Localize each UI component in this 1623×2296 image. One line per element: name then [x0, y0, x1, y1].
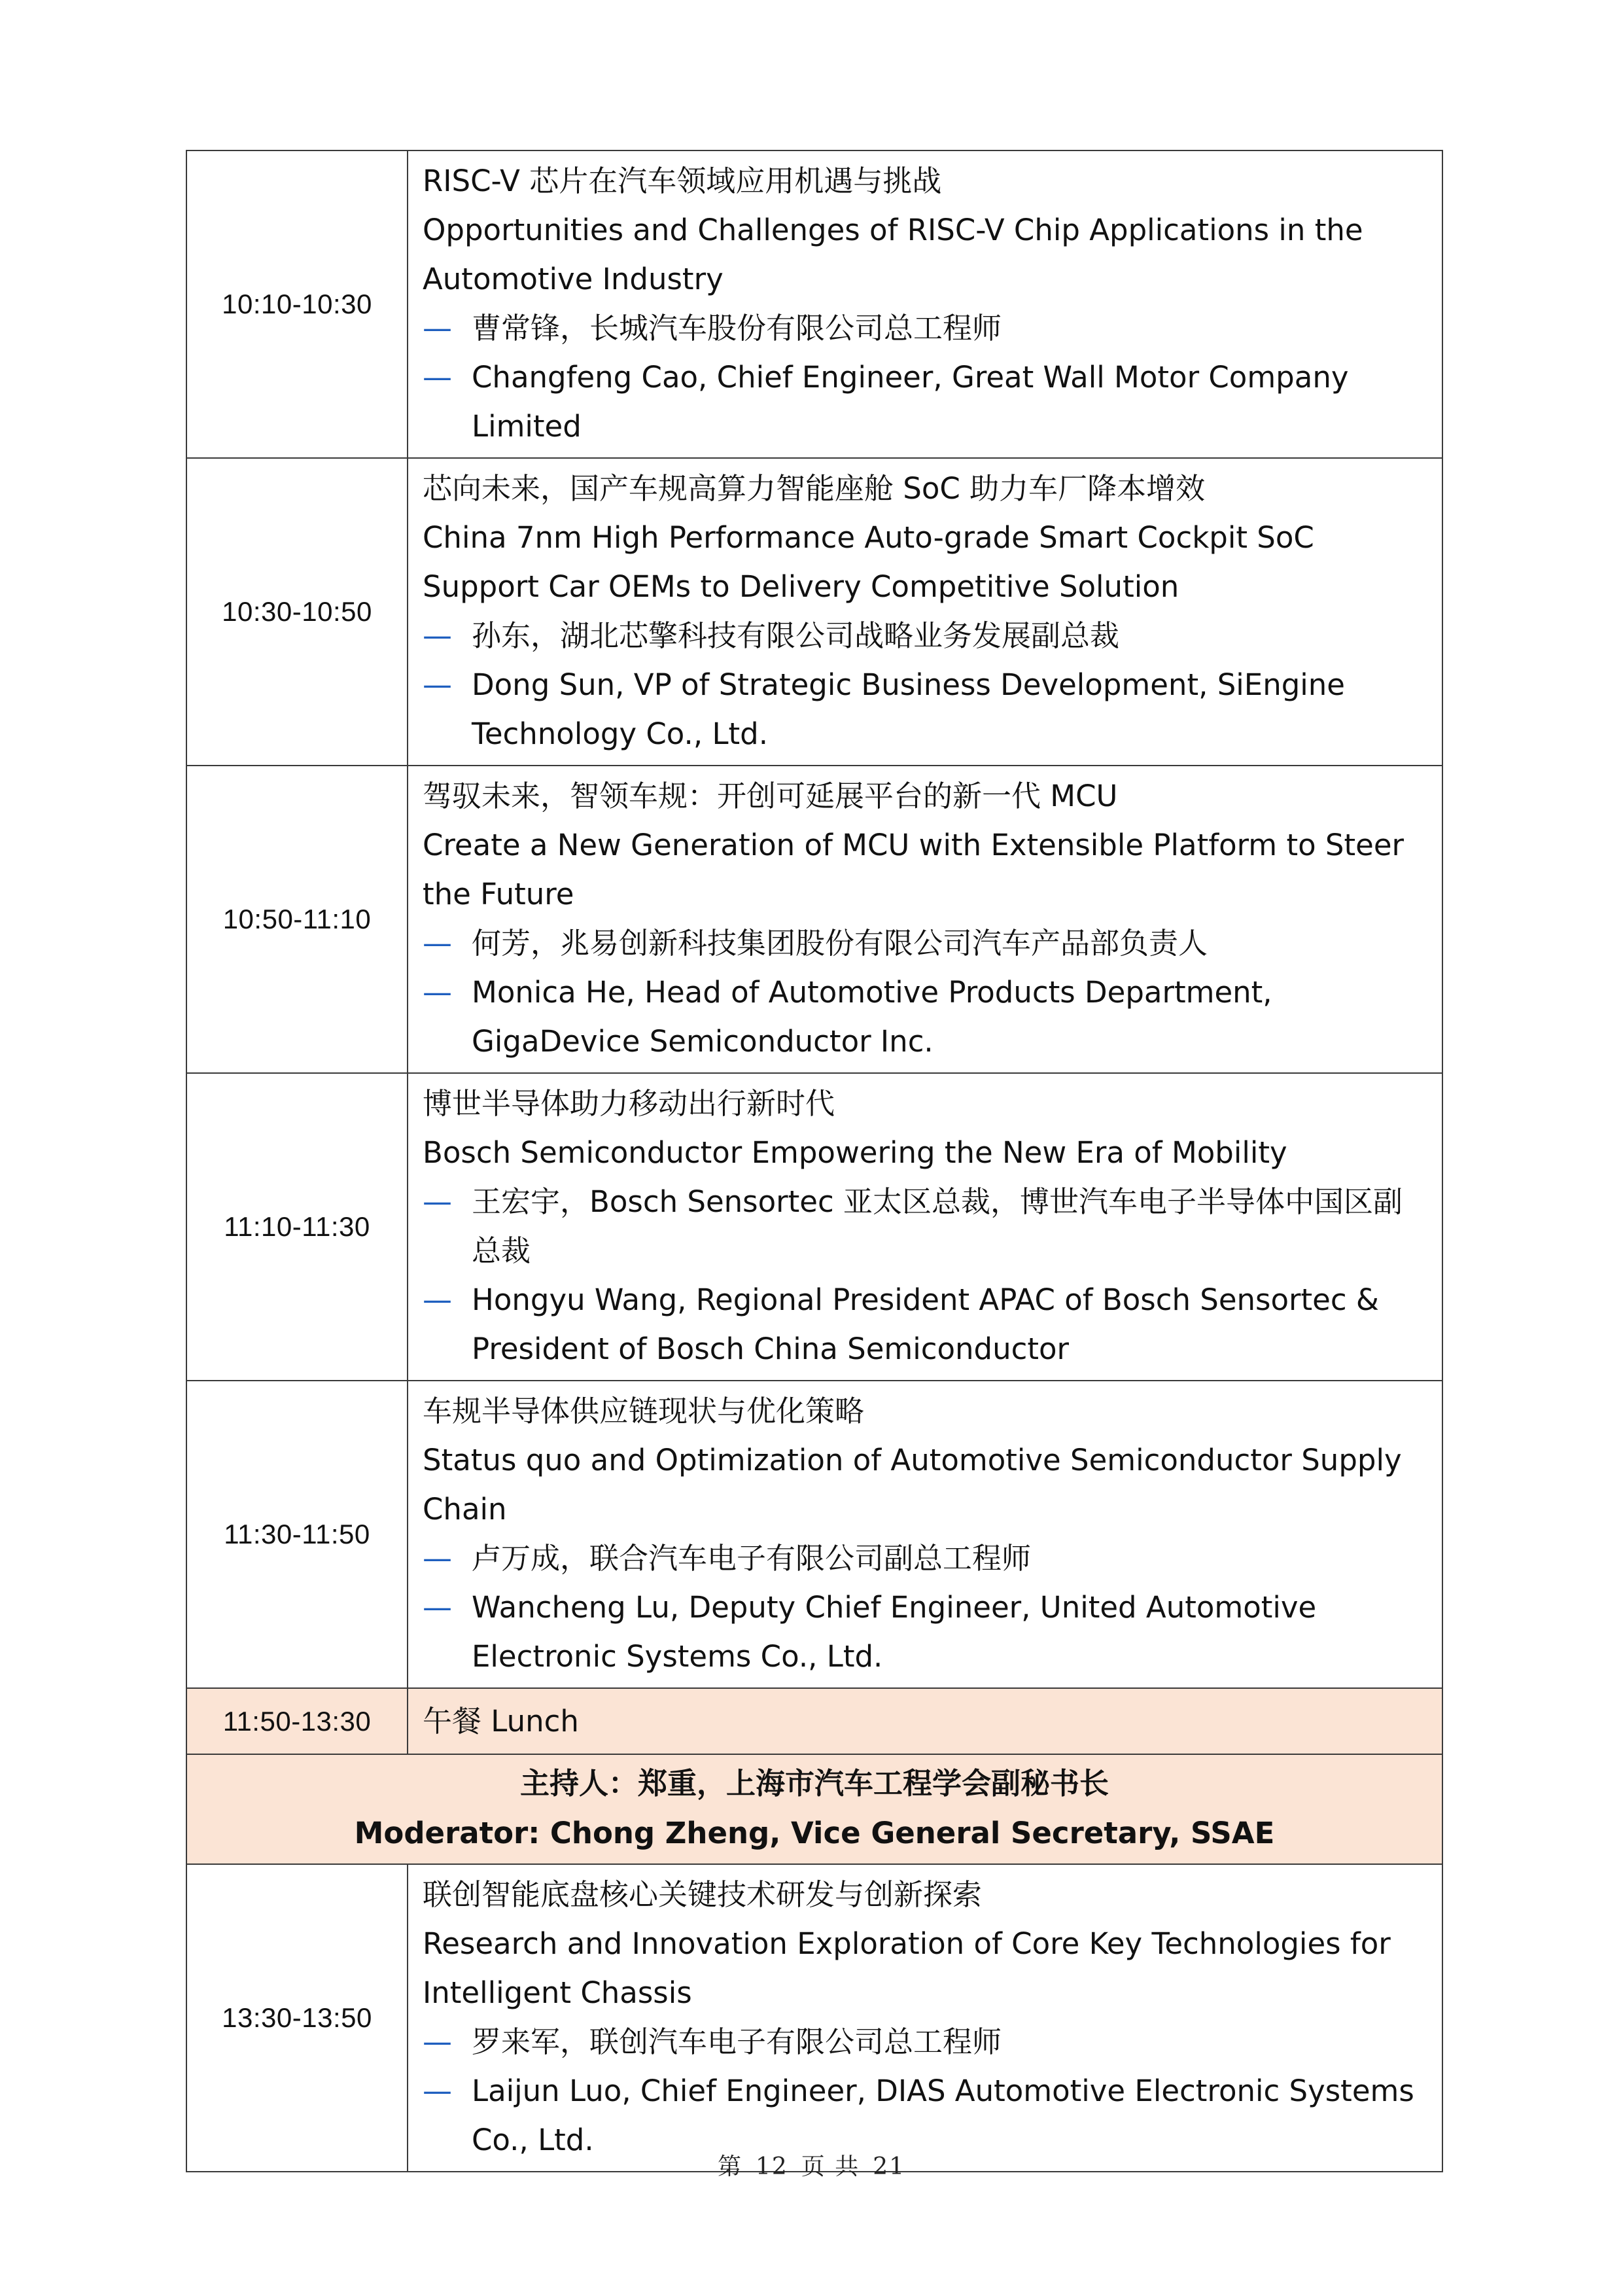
moderator-cell [186, 1754, 1442, 1864]
lunch-label: 午餐 Lunch [408, 1688, 1442, 1754]
dash-icon: — [423, 926, 452, 961]
speaker-en-text: Wancheng Lu, Deputy Chief Engineer, United Automotive Electronic Systems Co., Ltd. [472, 1590, 1317, 1674]
speaker-en [423, 660, 1427, 758]
dash-icon: — [423, 618, 452, 653]
dash-icon: — [423, 2024, 452, 2059]
dash-icon: — [423, 360, 452, 395]
dash-icon: — [423, 1282, 452, 1317]
speaker-cn [423, 304, 1427, 353]
dash-icon: — [423, 1541, 452, 1576]
session-content [408, 1381, 1442, 1688]
session-title-cn: 联创智能底盘核心关键技术研发与创新探索 [423, 1877, 983, 1912]
session-title-cn: 芯向未来，国产车规高算力智能座舱 SoC 助力车厂降本增效 [423, 471, 1206, 506]
session-time: 11:10-11:30 [186, 1073, 408, 1381]
session-time: 10:10-10:30 [186, 150, 408, 458]
session-content [408, 150, 1442, 458]
footer-middle: 页 共 [801, 2153, 860, 2180]
speaker-cn-text: 何芳，兆易创新科技集团股份有限公司汽车产品部负责人 [472, 926, 1208, 961]
dash-icon: — [423, 1590, 452, 1625]
agenda-row [186, 1864, 1442, 2172]
speaker-cn-text: 罗来军，联创汽车电子有限公司总工程师 [472, 2024, 1002, 2059]
page-footer [0, 2148, 1623, 2181]
session-content [408, 1864, 1442, 2172]
agenda-row [186, 1381, 1442, 1688]
agenda-row [186, 150, 1442, 458]
agenda-row [186, 458, 1442, 766]
speaker-cn-text: 卢万成，联合汽车电子有限公司副总工程师 [472, 1541, 1032, 1576]
lunch-time: 11:50-13:30 [186, 1688, 408, 1754]
session-time: 11:30-11:50 [186, 1381, 408, 1688]
session-content [408, 1073, 1442, 1381]
speaker-en-text: Monica He, Head of Automotive Products Department, GigaDevice Semiconductor Inc. [472, 975, 1272, 1059]
footer-page-number: 12 [755, 2153, 788, 2180]
session-time: 13:30-13:50 [186, 1864, 408, 2172]
dash-icon: — [423, 975, 452, 1010]
speaker-en [423, 968, 1427, 1066]
speaker-cn [423, 611, 1427, 660]
session-title-cn: 驾驭未来，智领车规：开创可延展平台的新一代 MCU [423, 779, 1118, 813]
dash-icon: — [423, 311, 452, 345]
moderator-row [186, 1754, 1442, 1864]
agenda-row [186, 1073, 1442, 1381]
session-title-cn: 车规半导体供应链现状与优化策略 [423, 1394, 865, 1428]
moderator-cn: 主持人：郑重，上海市汽车工程学会副秘书长 [519, 1766, 1109, 1801]
session-title-en: Opportunities and Challenges of RISC-V Chip Applications in the Automotive Industry [423, 213, 1363, 296]
speaker-cn [423, 1177, 1427, 1275]
session-content [408, 458, 1442, 766]
session-title-en: Bosch Semiconductor Empowering the New Era of Mobility [423, 1135, 1287, 1170]
session-title-cn: 博世半导体助力移动出行新时代 [423, 1086, 835, 1121]
moderator-en: Moderator: Chong Zheng, Vice General Secretary, SSAE [354, 1816, 1275, 1850]
speaker-en-text: Changfeng Cao, Chief Engineer, Great Wall Motor Company Limited [472, 360, 1349, 444]
agenda-row [186, 766, 1442, 1073]
agenda-table [186, 150, 1443, 2172]
speaker-cn-text: 曹常锋，长城汽车股份有限公司总工程师 [472, 311, 1002, 345]
speaker-en [423, 1275, 1427, 1373]
session-title-en: China 7nm High Performance Auto-grade Smart Cockpit SoC Support Car OEMs to Delivery Competitive Solution [423, 520, 1314, 604]
speaker-en-text: Laijun Luo, Chief Engineer, DIAS Automotive Electronic Systems Co., Ltd. [472, 2074, 1414, 2157]
dash-icon: — [423, 667, 452, 702]
session-time: 10:30-10:50 [186, 458, 408, 766]
session-title-en: Status quo and Optimization of Automotive Semiconductor Supply Chain [423, 1443, 1402, 1527]
footer-prefix: 第 [717, 2153, 742, 2180]
speaker-cn [423, 1534, 1427, 1583]
session-title-cn: RISC-V 芯片在汽车领域应用机遇与挑战 [423, 164, 942, 198]
speaker-cn-text: 孙东，湖北芯擎科技有限公司战略业务发展副总裁 [472, 618, 1120, 653]
session-time: 10:50-11:10 [186, 766, 408, 1073]
session-content [408, 766, 1442, 1073]
speaker-cn [423, 2017, 1427, 2066]
dash-icon: — [423, 1184, 452, 1219]
speaker-cn [423, 919, 1427, 968]
speaker-en-text: Hongyu Wang, Regional President APAC of Bosch Sensortec & President of Bosch China Semiconductor [472, 1282, 1380, 1366]
session-title-en: Create a New Generation of MCU with Extensible Platform to Steer the Future [423, 828, 1405, 911]
session-title-en: Research and Innovation Exploration of Core Key Technologies for Intelligent Chassis [423, 1926, 1391, 2010]
speaker-en [423, 353, 1427, 451]
footer-total-pages: 21 [873, 2153, 906, 2180]
dash-icon: — [423, 2074, 452, 2108]
speaker-en-text: Dong Sun, VP of Strategic Business Development, SiEngine Technology Co., Ltd. [472, 667, 1345, 751]
speaker-cn-text: 王宏宇，Bosch Sensortec 亚太区总裁，博世汽车电子半导体中国区副总裁 [472, 1184, 1403, 1268]
lunch-row [186, 1688, 1442, 1754]
speaker-en [423, 1583, 1427, 1681]
